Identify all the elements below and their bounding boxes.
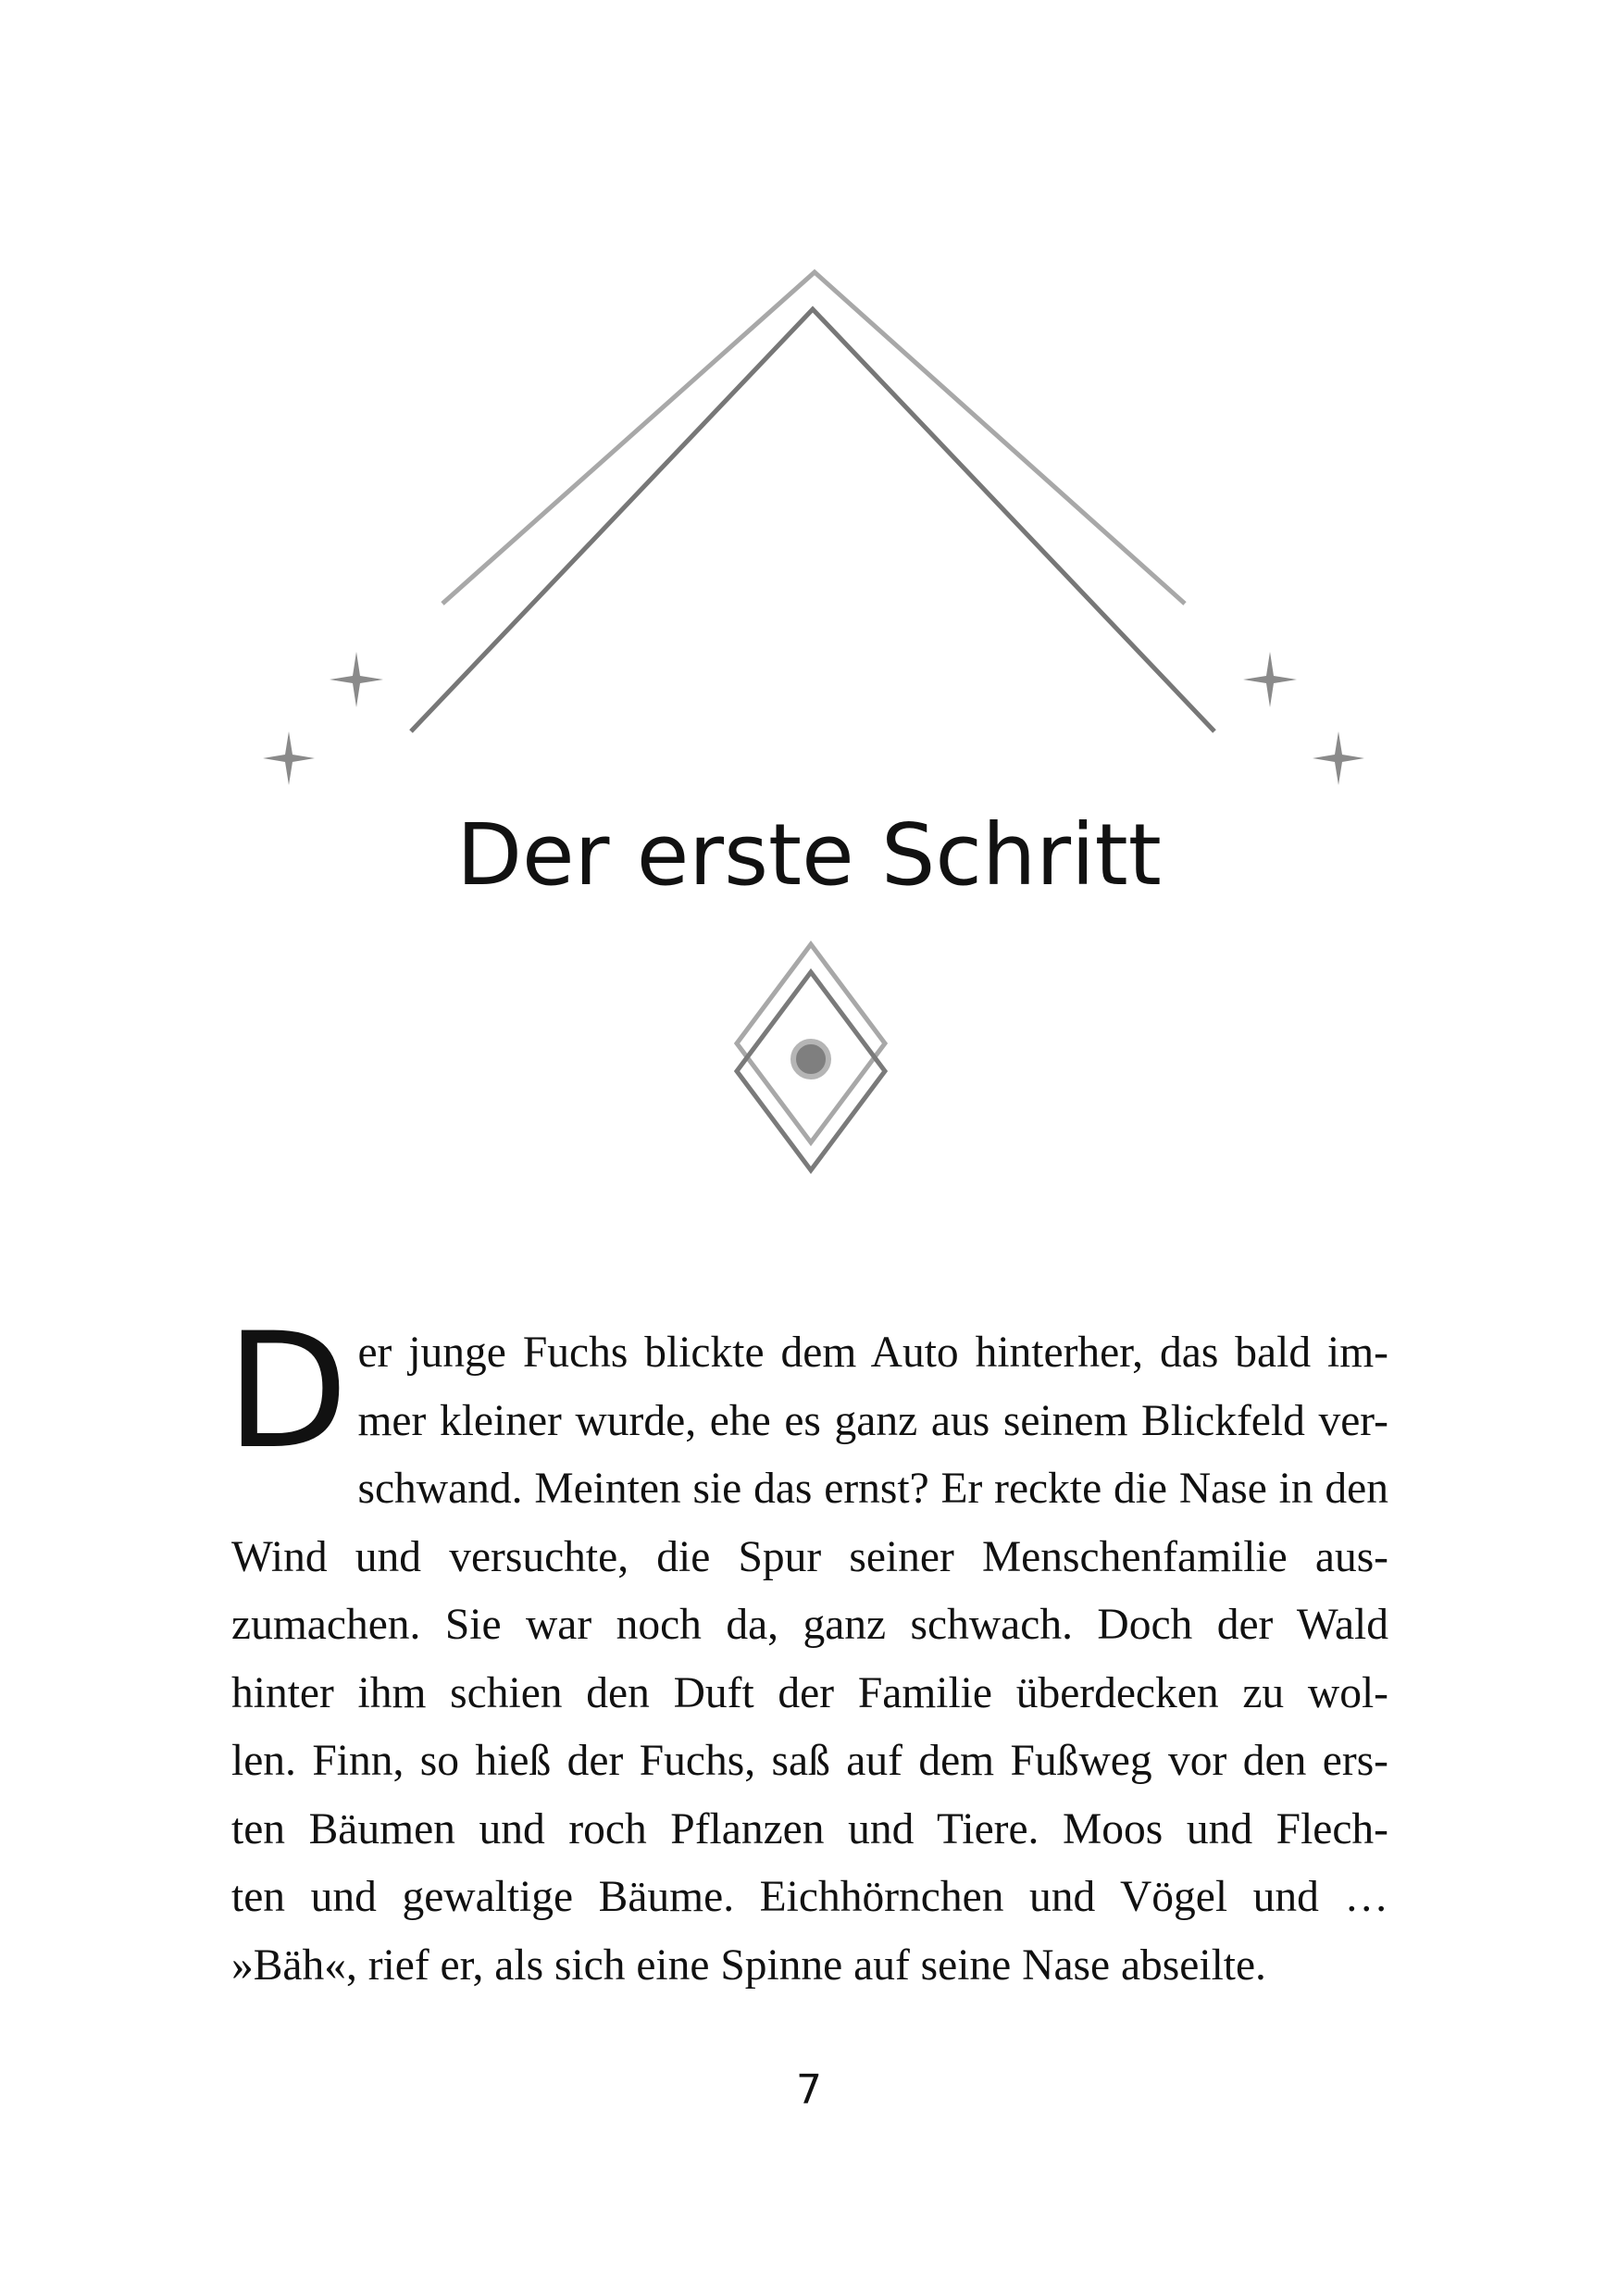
drop-cap: D [226,1298,349,1484]
text-line: Wind und versuchte, die Spur seiner Menschenfamilie aus- [231,1532,1388,1581]
text-line: ten Bäumen und roch Pflanzen und Tiere. Moos und Flech- [231,1804,1388,1853]
chapter-title: Der erste Schritt [456,805,1162,905]
sparkle-icon [1243,652,1297,707]
sparkle-icon [263,731,315,785]
sparkle-icon [330,652,383,707]
roof-stars-ornament-icon [0,0,1618,833]
sparkle-icon [1313,731,1364,785]
text-line: schwand. Meinten sie das ernst? Er reckte die Nase in den [357,1465,1388,1513]
diamond-dot-ornament-icon [0,917,1618,1194]
page-number: 7 [796,2066,822,2114]
text-line: »Bäh«, rief er, als sich eine Spinne auf seine Nase abseilte. [231,1940,1266,1990]
text-line: er junge Fuchs blickte dem Auto hinterher, das bald im- [357,1329,1388,1377]
text-line: hinter ihm schien den Duft der Familie überdecken zu wol- [231,1668,1388,1717]
outer-chevron-line [442,272,1185,604]
text-line: zumachen. Sie war noch da, ganz schwach. Doch der Wald [231,1601,1388,1649]
text-line: mer kleiner wurde, ehe es ganz aus seinem Blickfeld ver- [357,1396,1388,1445]
text-line: ten und gewaltige Bäume. Eichhörnchen und Vögel und … [231,1873,1388,1921]
chapter-paragraph [226,1298,1388,2000]
center-dot [793,1042,828,1077]
text-line: len. Finn, so hieß der Fuchs, saß auf dem Fußweg vor den ers- [231,1737,1388,1785]
